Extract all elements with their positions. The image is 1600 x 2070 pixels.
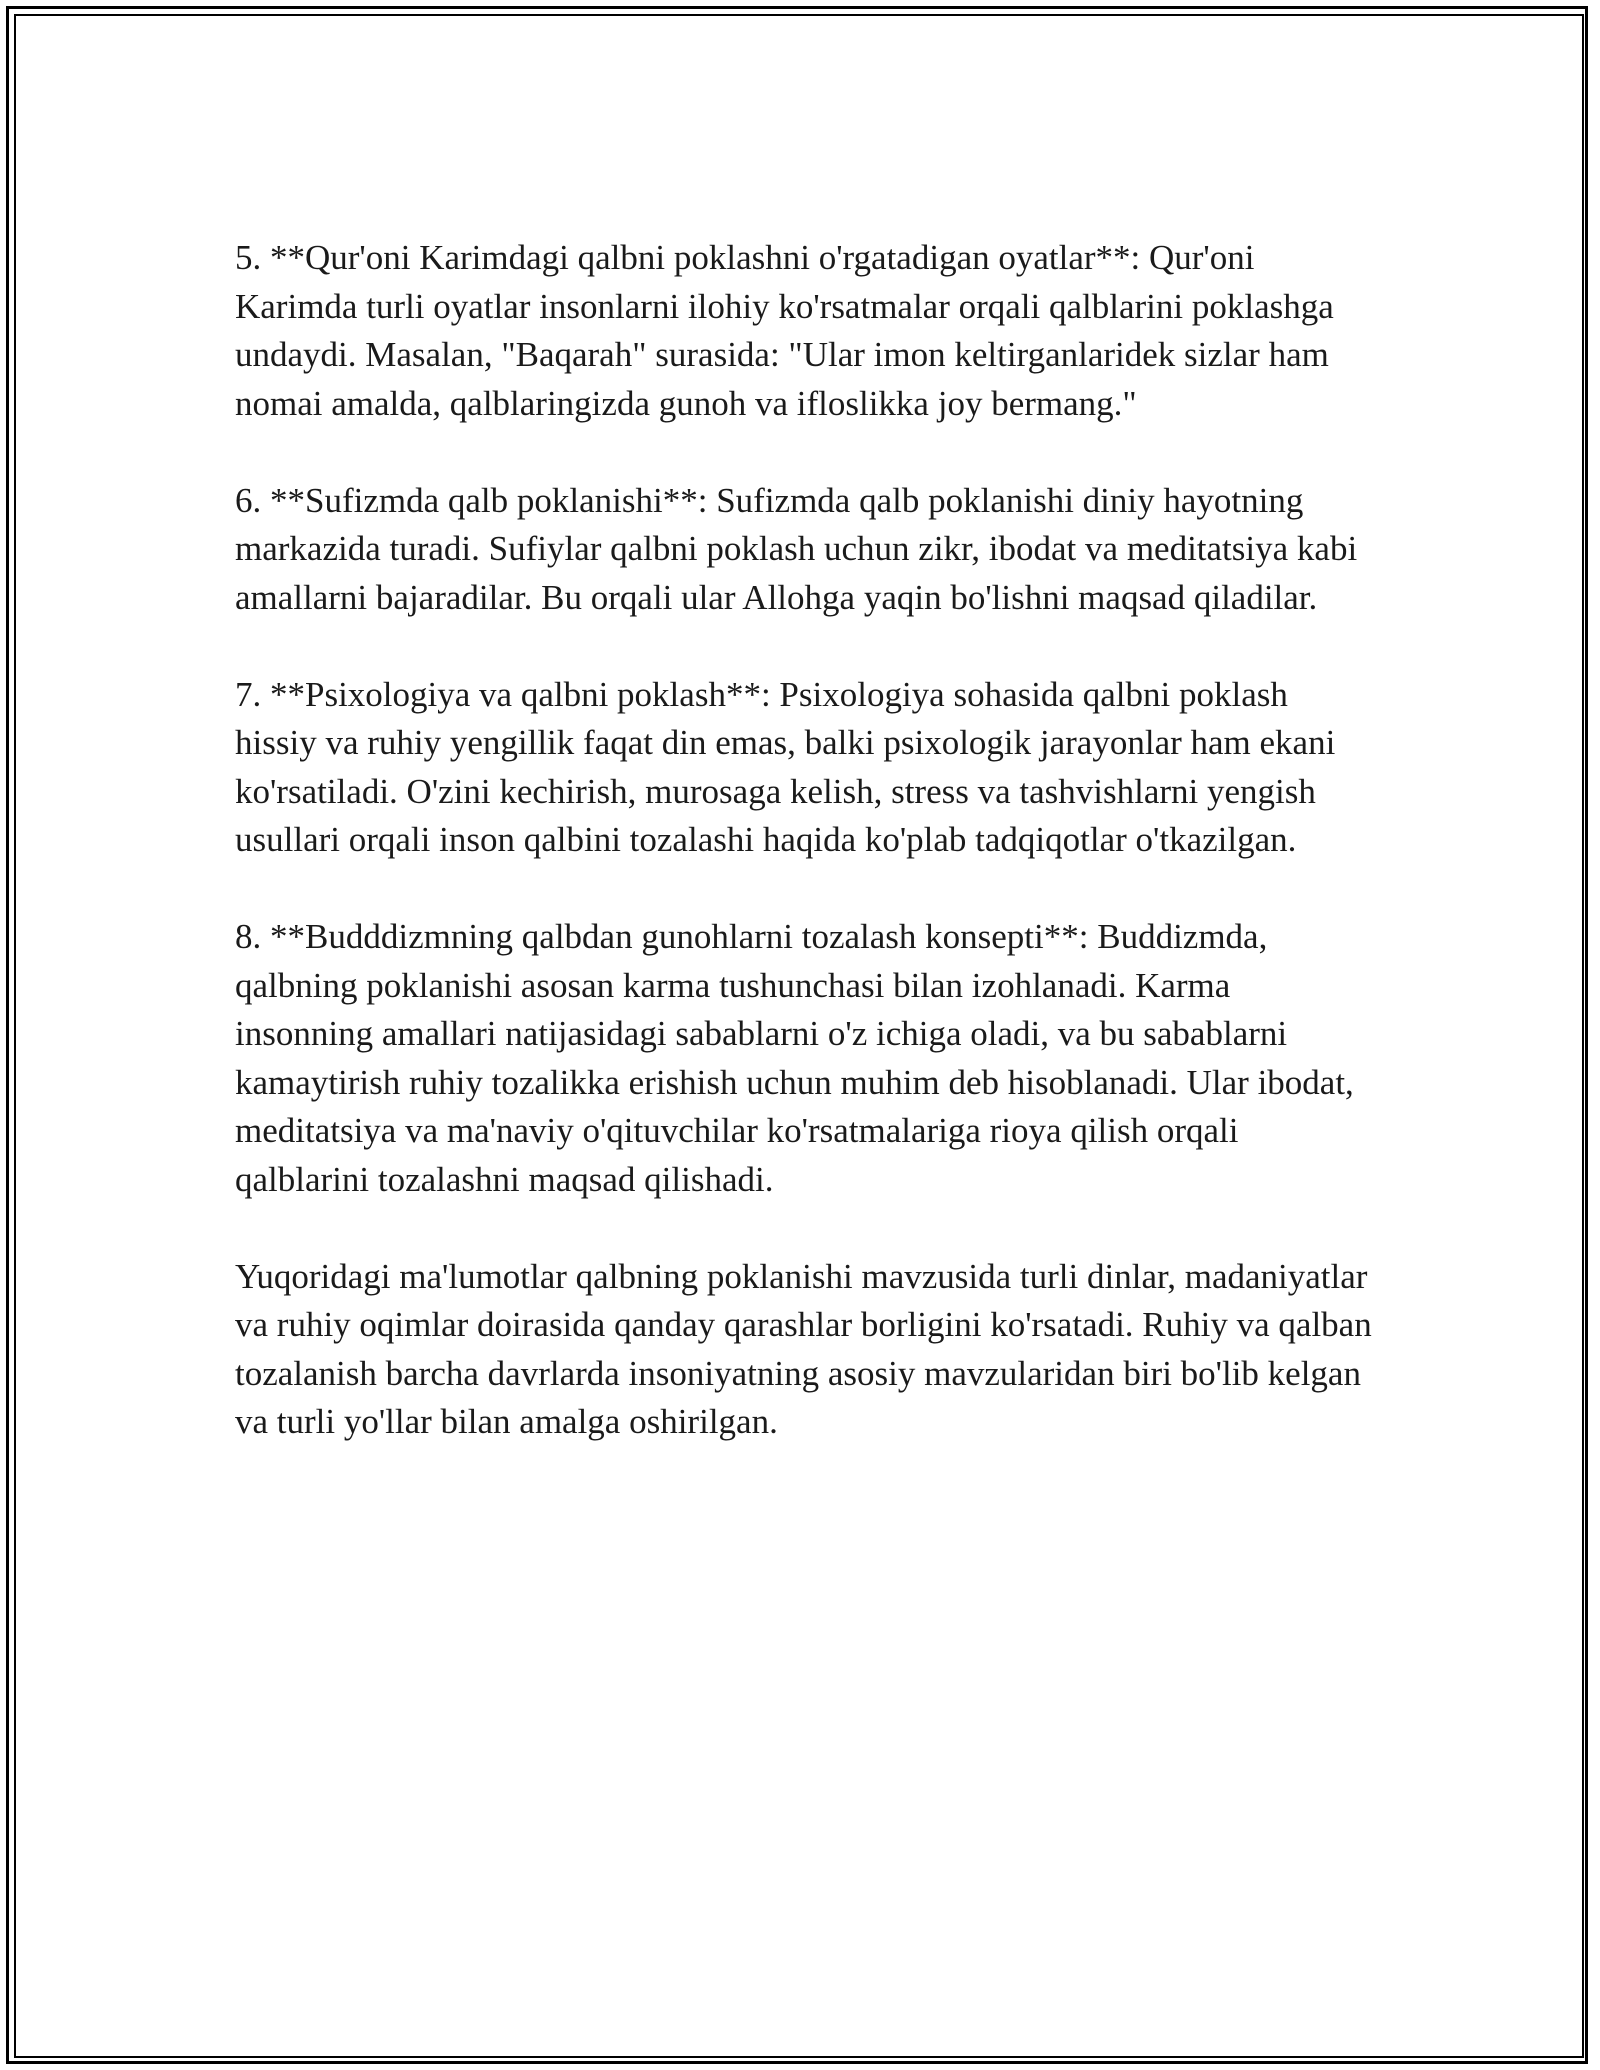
paragraph-item-6: 6. **Sufizmda qalb poklanishi**: Sufizmda qalb poklanishi diniy hayotning markazida turadi. Sufiylar qalbni poklash uchun zikr, ibodat va meditatsiya kabi amallarni bajaradilar. Bu orqali ular Allohga yaqin bo'lishni maqsad qiladilar. — [235, 480, 1358, 617]
paragraph-conclusion: Yuqoridagi ma'lumotlar qalbning poklanishi mavzusida turli dinlar, madaniyatlar va ruhiy oqimlar doirasida qanday qarashlar borligini ko'rsatadi. Ruhiy va qalban tozalanish barcha davrlarda insoniyatning asosiy mavzularidan biri bo'lib kelgan va turli yo'llar bilan amalga oshirilgan. — [235, 1256, 1372, 1441]
document-body — [235, 234, 1375, 1447]
paragraph-item-7: 7. **Psixologiya va qalbni poklash**: Psixologiya sohasida qalbni poklash hissiy va ruhiy yengillik faqat din emas, balki psixologik jarayonlar ham ekani ko'rsatiladi. O'zini kechirish, murosaga kelish, stress va tashvishlarni yengish usullari orqali inson qalbini tozalashi haqida ko'plab tadqiqotlar o'tkazilgan. — [235, 674, 1336, 859]
paragraph-item-5: 5. **Qur'oni Karimdagi qalbni poklashni o'rgatadigan oyatlar**: Qur'oni Karimda turli oyatlar insonlarni ilohiy ko'rsatmalar orqali qalblarini poklashga undaydi. Masalan, "Baqarah" surasida: "Ular imon keltirganlaridek sizlar ham nomai amalda, qalblaringizda gunoh va ifloslikka joy bermang." — [235, 238, 1334, 423]
paragraph-item-8: 8. **Budddizmning qalbdan gunohlarni tozalash konsepti**: Buddizmda, qalbning poklanishi asosan karma tushunchasi bilan izohlanadi. Karma insonning amallari natijasidagi sabablarni o'z ichiga oladi, va bu sabablarni kamaytirish ruhiy tozalikka erishish uchun muhim deb hisoblanadi. Ular ibodat, meditatsiya va ma'naviy o'qituvchilar ko'rsatmalariga rioya qilish orqali qalblarini tozalashni maqsad qilishadi. — [235, 917, 1354, 1199]
